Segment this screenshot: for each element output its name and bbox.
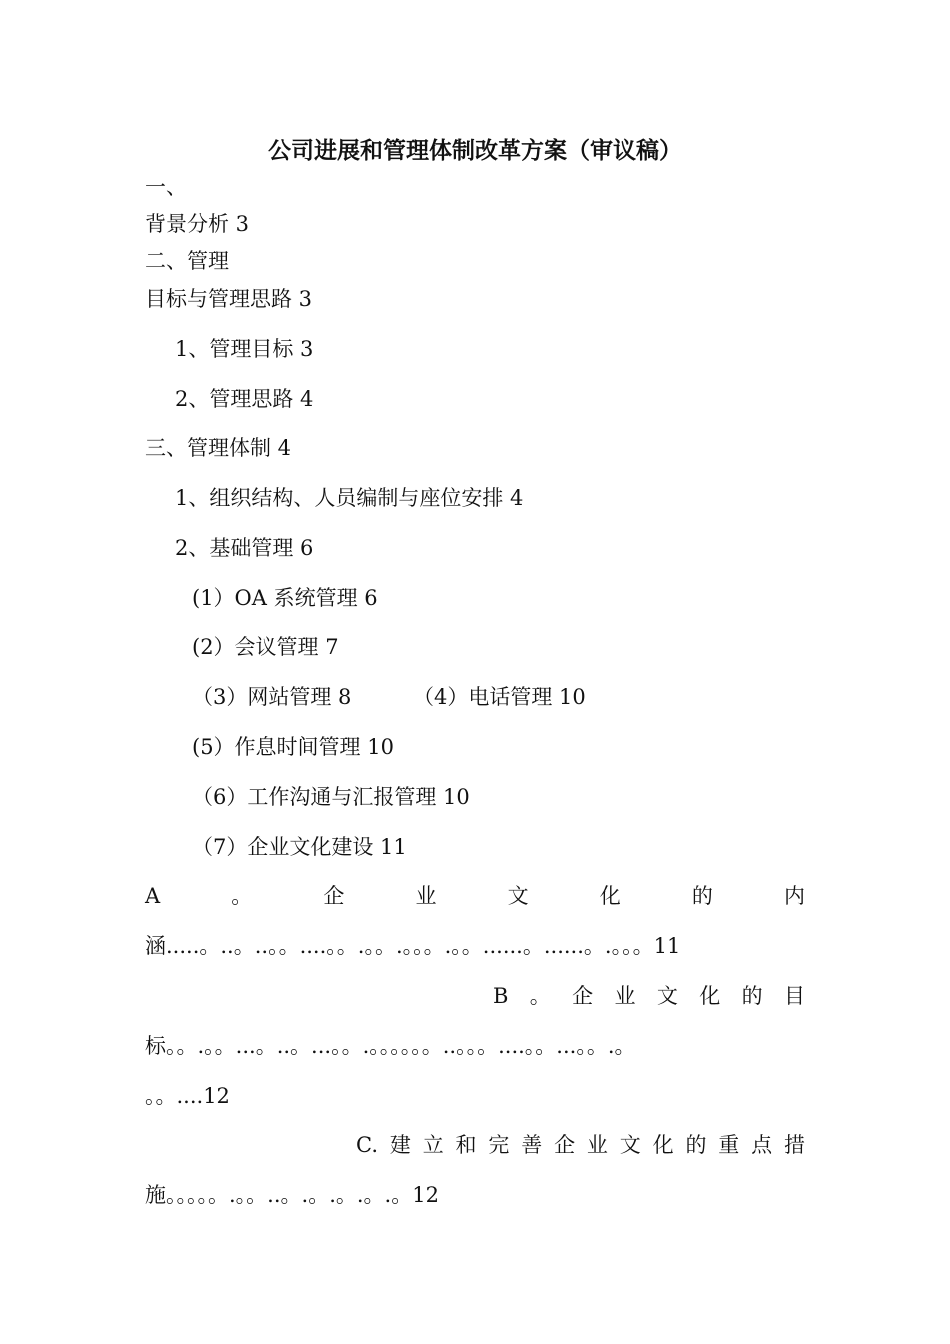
- toc-item-management-approach: 2、管理思路 4: [175, 387, 314, 411]
- char: 。: [231, 884, 253, 908]
- toc-item-management-goals: 1、管理目标 3: [175, 337, 314, 361]
- toc-entry-b-continuation-2: 。。....12: [145, 1084, 230, 1108]
- char: 点: [751, 1133, 773, 1157]
- toc-subitem-oa: (1）OA 系统管理 6: [192, 586, 378, 610]
- char: 的: [685, 1133, 707, 1157]
- toc-subitem-phone: （4）电话管理 10: [413, 685, 586, 709]
- char: 建: [389, 1133, 411, 1157]
- char: 企: [554, 1133, 576, 1157]
- char: 化: [652, 1133, 674, 1157]
- char: 文: [619, 1133, 641, 1157]
- toc-entry-b-continuation-1: 标。。.。。...。..。...。。.。。。。。。..。。。....。。...。。.。: [145, 1034, 636, 1058]
- toc-section-1-text: 背景分析 3: [145, 212, 250, 236]
- char: 和: [455, 1133, 477, 1157]
- document-title: 公司进展和管理体制改革方案（审议稿）: [268, 137, 682, 164]
- char: 目: [783, 984, 805, 1008]
- char: 的: [741, 984, 763, 1008]
- toc-entry-a-continuation: 涵.....。..。..。。....。。.。。.。。。.。。......。......。.。。。11: [145, 934, 681, 958]
- char: C.: [356, 1133, 378, 1157]
- char: 的: [691, 884, 713, 908]
- toc-section-1-number: 一、: [145, 175, 187, 199]
- toc-subitem-meeting: (2）会议管理 7: [192, 635, 339, 659]
- toc-subitem-schedule: (5）作息时间管理 10: [192, 735, 394, 759]
- char: 化: [699, 984, 721, 1008]
- toc-subitem-culture: （7）企业文化建设 11: [192, 835, 407, 859]
- char: 业: [415, 884, 437, 908]
- toc-section-2-text: 目标与管理思路 3: [145, 287, 313, 311]
- char: 立: [422, 1133, 444, 1157]
- char: 措: [783, 1133, 805, 1157]
- toc-entry-c-heading: [356, 1132, 805, 1158]
- toc-entry-a-heading: [145, 883, 805, 909]
- char: 化: [599, 884, 621, 908]
- char: A: [145, 884, 161, 908]
- char: 内: [783, 884, 805, 908]
- char: 企: [323, 884, 345, 908]
- toc-entry-c-continuation: 施。。。。。.。。..。.。.。.。.。12: [145, 1183, 439, 1207]
- char: 企: [572, 984, 594, 1008]
- toc-subitem-website: （3）网站管理 8: [192, 685, 352, 709]
- char: 文: [507, 884, 529, 908]
- toc-item-basic-management: 2、基础管理 6: [175, 536, 314, 560]
- char: 完: [488, 1133, 510, 1157]
- char: 重: [718, 1133, 740, 1157]
- char: B: [493, 984, 509, 1008]
- toc-section-2-number: 二、管理: [145, 249, 229, 273]
- char: 业: [614, 984, 636, 1008]
- char: 文: [656, 984, 678, 1008]
- toc-subitem-communication: （6）工作沟通与汇报管理 10: [192, 785, 470, 809]
- toc-entry-b-heading: [493, 983, 805, 1009]
- toc-section-3: 三、管理体制 4: [145, 436, 292, 460]
- char: 善: [521, 1133, 543, 1157]
- toc-item-organization: 1、组织结构、人员编制与座位安排 4: [175, 486, 524, 510]
- char: 业: [586, 1133, 608, 1157]
- char: 。: [529, 984, 551, 1008]
